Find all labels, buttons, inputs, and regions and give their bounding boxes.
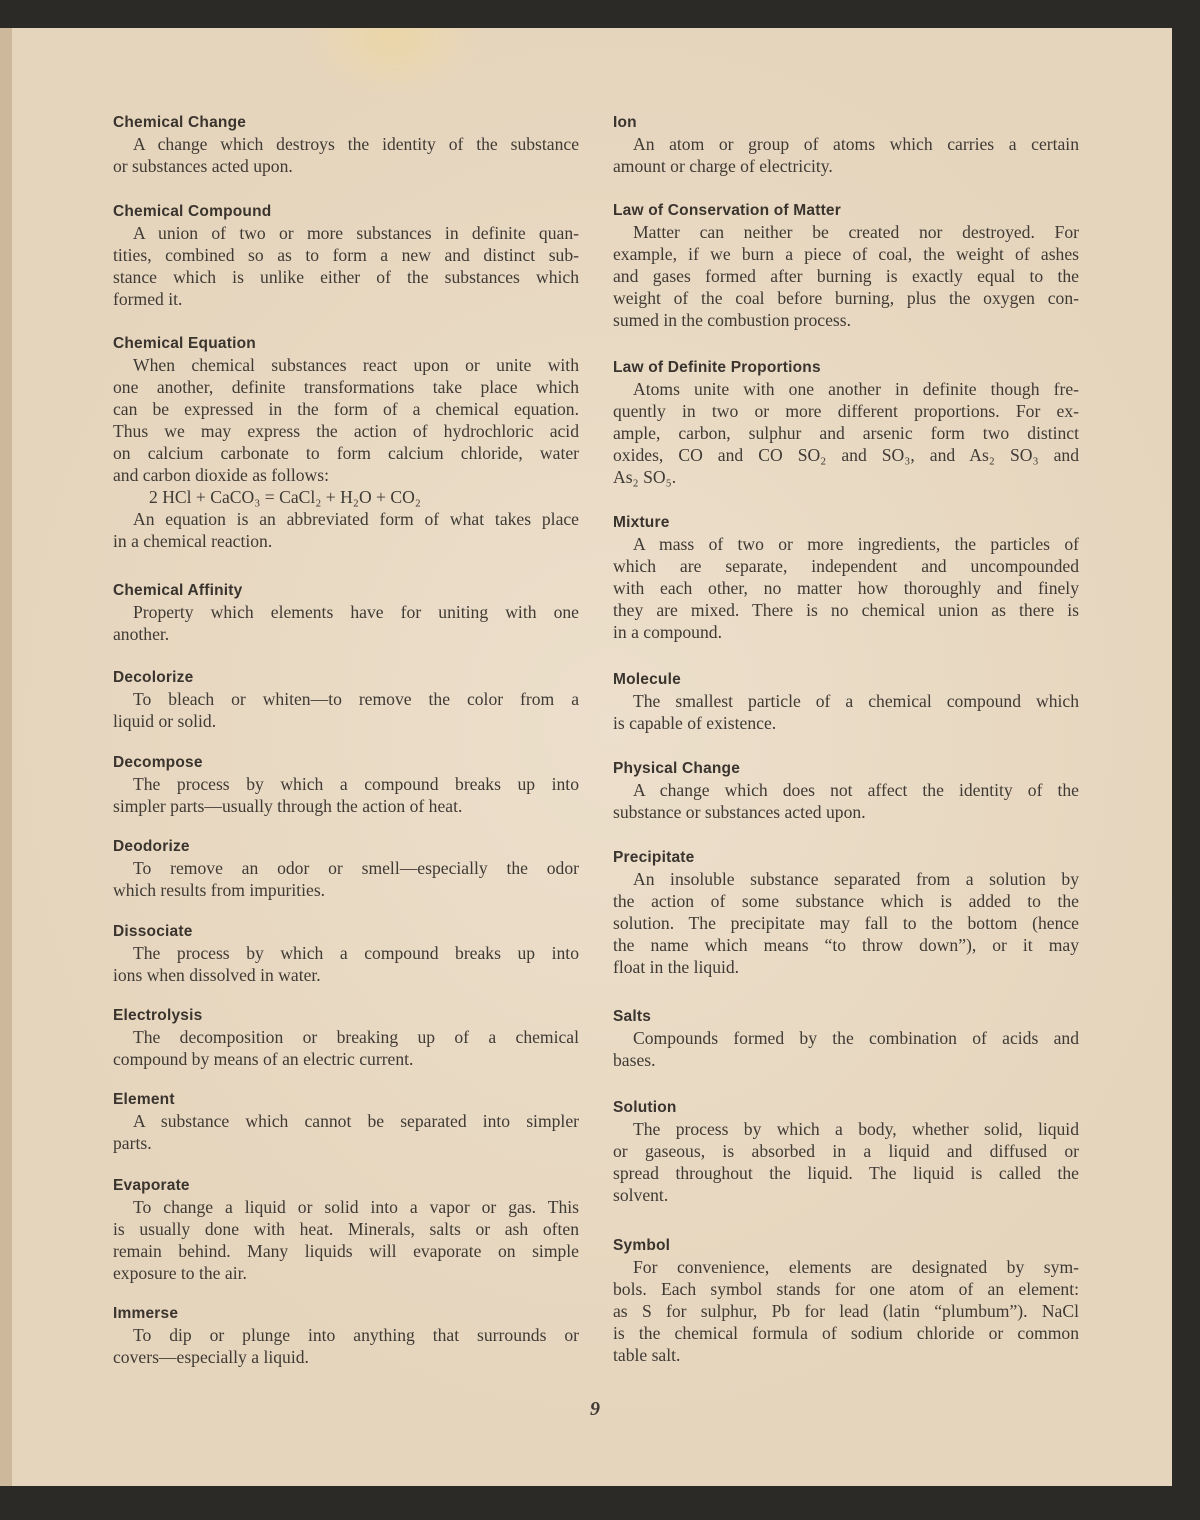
entry-term: Dissociate <box>113 923 193 940</box>
glossary-entry <box>113 1089 579 1154</box>
glossary-entry <box>113 752 579 817</box>
definition-line: ions when dissolved in water. <box>113 965 321 985</box>
entry-term: Decolorize <box>113 669 194 686</box>
definition-line: The process by which a body, whether solid, liquid <box>633 1119 1079 1139</box>
entry-term: Decompose <box>113 754 203 771</box>
glossary-entry <box>613 512 1079 643</box>
entry-term: Chemical Change <box>113 114 247 131</box>
definition-line: example, if we burn a piece of coal, the weight of ashes <box>613 244 1079 264</box>
definition-line: weight of the coal before burning, plus the oxygen con- <box>613 288 1079 308</box>
definition-line: the name which means “to throw down”), or it may <box>613 935 1079 955</box>
entry-term: Ion <box>613 114 637 131</box>
definition-line: A mass of two or more ingredients, the particles of <box>633 534 1079 554</box>
definition-line: The decomposition or breaking up of a chemical <box>133 1027 579 1047</box>
definition-line: covers—especially a liquid. <box>113 1347 309 1367</box>
definition-line: quently in two or more different proportions. For ex- <box>613 401 1079 421</box>
glossary-entry <box>113 201 579 310</box>
entry-term: Chemical Equation <box>113 335 256 352</box>
page-number: 9 <box>590 1398 600 1420</box>
glossary-entry <box>113 1175 579 1284</box>
definition-line: one another, definite transformations take place which <box>113 377 579 397</box>
definition-line: Thus we may express the action of hydrochloric acid <box>113 421 579 441</box>
definition-line: and carbon dioxide as follows: <box>113 465 329 485</box>
definition-line: For convenience, elements are designated by sym- <box>633 1257 1079 1277</box>
glossary-entry <box>113 1005 579 1070</box>
definition-line: remain behind. Many liquids will evaporate on simple <box>113 1241 579 1261</box>
definition-line: or gaseous, is absorbed in a liquid and diffused or <box>613 1141 1079 1161</box>
glossary-entry <box>113 1303 579 1368</box>
definition-line: Matter can neither be created nor destroyed. For <box>633 222 1079 242</box>
entry-term: Physical Change <box>613 760 741 777</box>
definition-line: is capable of existence. <box>613 713 777 733</box>
glossary-entry <box>113 921 579 986</box>
definition-line: The smallest particle of a chemical compound which <box>633 691 1079 711</box>
definition-line: bols. Each symbol stands for one atom of an element: <box>613 1279 1079 1299</box>
glossary-entry <box>613 200 1079 331</box>
glossary-entry <box>113 112 579 177</box>
definition-line: tities, combined so as to form a new and distinct sub- <box>113 245 579 265</box>
definition-line: in a compound. <box>613 622 722 642</box>
definition-line: A union of two or more substances in definite quan- <box>133 223 579 243</box>
definition-line: To dip or plunge into anything that surrounds or <box>133 1325 579 1345</box>
glossary-entry <box>113 580 579 645</box>
definition-line: spread throughout the liquid. The liquid is called the <box>613 1163 1079 1183</box>
definition-line: substance or substances acted upon. <box>613 802 866 822</box>
definition-line: is usually done with heat. Minerals, salts or ash often <box>113 1219 579 1239</box>
definition-line: can be expressed in the form of a chemical equation. <box>113 399 579 419</box>
definition-line: solution. The precipitate may fall to the bottom (hence <box>613 913 1079 933</box>
definition-line: The process by which a compound breaks up into <box>133 774 579 794</box>
definition-line: A change which destroys the identity of the substance <box>133 134 579 154</box>
glossary-entry <box>613 1235 1079 1366</box>
definition-line: Atoms unite with one another in definite though fre- <box>633 379 1079 399</box>
definition-line: bases. <box>613 1050 656 1070</box>
definition-line: When chemical substances react upon or unite with <box>133 355 579 375</box>
definition-line: another. <box>113 624 170 644</box>
definition-line: To remove an odor or smell—especially the odor <box>133 858 579 878</box>
entry-term: Electrolysis <box>113 1007 203 1024</box>
entry-term: Molecule <box>613 671 681 688</box>
definition-line: table salt. <box>613 1345 681 1365</box>
definition-line: An equation is an abbreviated form of what takes place <box>133 509 579 529</box>
entry-term: Symbol <box>613 1237 671 1254</box>
definition-line: as S for sulphur, Pb for lead (latin “plumbum”). NaCl <box>613 1301 1079 1321</box>
definition-line: stance which is unlike either of the substances which <box>113 267 579 287</box>
definition-line: Compounds formed by the combination of acids and <box>633 1028 1079 1048</box>
glossary-entry <box>613 1006 1079 1071</box>
definition-line: and gases formed after burning is exactly equal to the <box>613 266 1079 286</box>
definition-line: A change which does not affect the identity of the <box>633 780 1079 800</box>
definition-line: To bleach or whiten—to remove the color from a <box>133 689 579 709</box>
definition-line: As₂ SO₅. <box>613 467 677 487</box>
definition-line: liquid or solid. <box>113 711 217 731</box>
entry-term: Immerse <box>113 1305 179 1322</box>
glossary-entry <box>613 1097 1079 1206</box>
glossary-entry <box>113 333 579 552</box>
definition-line: compound by means of an electric current. <box>113 1049 414 1069</box>
definition-line: Property which elements have for uniting with one <box>133 602 579 622</box>
definition-line: which results from impurities. <box>113 880 326 900</box>
definition-line: simpler parts—usually through the action of heat. <box>113 796 463 816</box>
glossary-entry <box>613 669 1079 734</box>
entry-term: Chemical Affinity <box>113 582 243 599</box>
entry-term: Element <box>113 1091 175 1108</box>
glossary-entry <box>613 847 1079 978</box>
glossary-entry <box>613 758 1079 823</box>
definition-line: ample, carbon, sulphur and arsenic form two distinct <box>613 423 1079 443</box>
definition-line: The process by which a compound breaks up into <box>133 943 579 963</box>
glossary-entry <box>613 357 1079 488</box>
entry-term: Mixture <box>613 514 670 531</box>
glossary-entry <box>113 667 579 732</box>
definition-line: on calcium carbonate to form calcium chloride, water <box>113 443 579 463</box>
glossary-entry <box>613 112 1079 177</box>
definition-line: the action of some substance which is added to the <box>613 891 1079 911</box>
chemical-equation: 2 HCl + CaCO₃ = CaCl₂ + H₂O + CO₂ <box>149 487 421 507</box>
definition-line: solvent. <box>613 1185 669 1205</box>
entry-term: Chemical Compound <box>113 203 272 220</box>
definition-line: which are separate, independent and uncompounded <box>613 556 1079 576</box>
entry-term: Precipitate <box>613 849 695 866</box>
definition-line: float in the liquid. <box>613 957 740 977</box>
definition-line: with each other, no matter how thoroughly and finely <box>613 578 1079 598</box>
definition-line: exposure to the air. <box>113 1263 247 1283</box>
definition-line: amount or charge of electricity. <box>613 156 833 176</box>
entry-term: Law of Definite Proportions <box>613 359 821 376</box>
definition-line: formed it. <box>113 289 183 309</box>
definition-line: oxides, CO and CO SO₂ and SO₃, and As₂ SO₃ and <box>613 445 1079 465</box>
definition-line: A substance which cannot be separated into simpler <box>133 1111 579 1131</box>
entry-term: Evaporate <box>113 1177 190 1194</box>
definition-line: sumed in the combustion process. <box>613 310 851 330</box>
entry-term: Deodorize <box>113 838 190 855</box>
glossary-entry <box>113 836 579 901</box>
entry-term: Salts <box>613 1008 652 1025</box>
definition-line: parts. <box>113 1133 152 1153</box>
definition-line: An atom or group of atoms which carries a certain <box>633 134 1079 154</box>
definition-line: is the chemical formula of sodium chloride or common <box>613 1323 1079 1343</box>
entry-term: Solution <box>613 1099 677 1116</box>
entry-term: Law of Conservation of Matter <box>613 202 841 219</box>
definition-line: they are mixed. There is no chemical union as there is <box>613 600 1079 620</box>
definition-line: An insoluble substance separated from a solution by <box>633 869 1079 889</box>
definition-line: To change a liquid or solid into a vapor or gas. This <box>133 1197 579 1217</box>
definition-line: or substances acted upon. <box>113 156 293 176</box>
definition-line: in a chemical reaction. <box>113 531 273 551</box>
